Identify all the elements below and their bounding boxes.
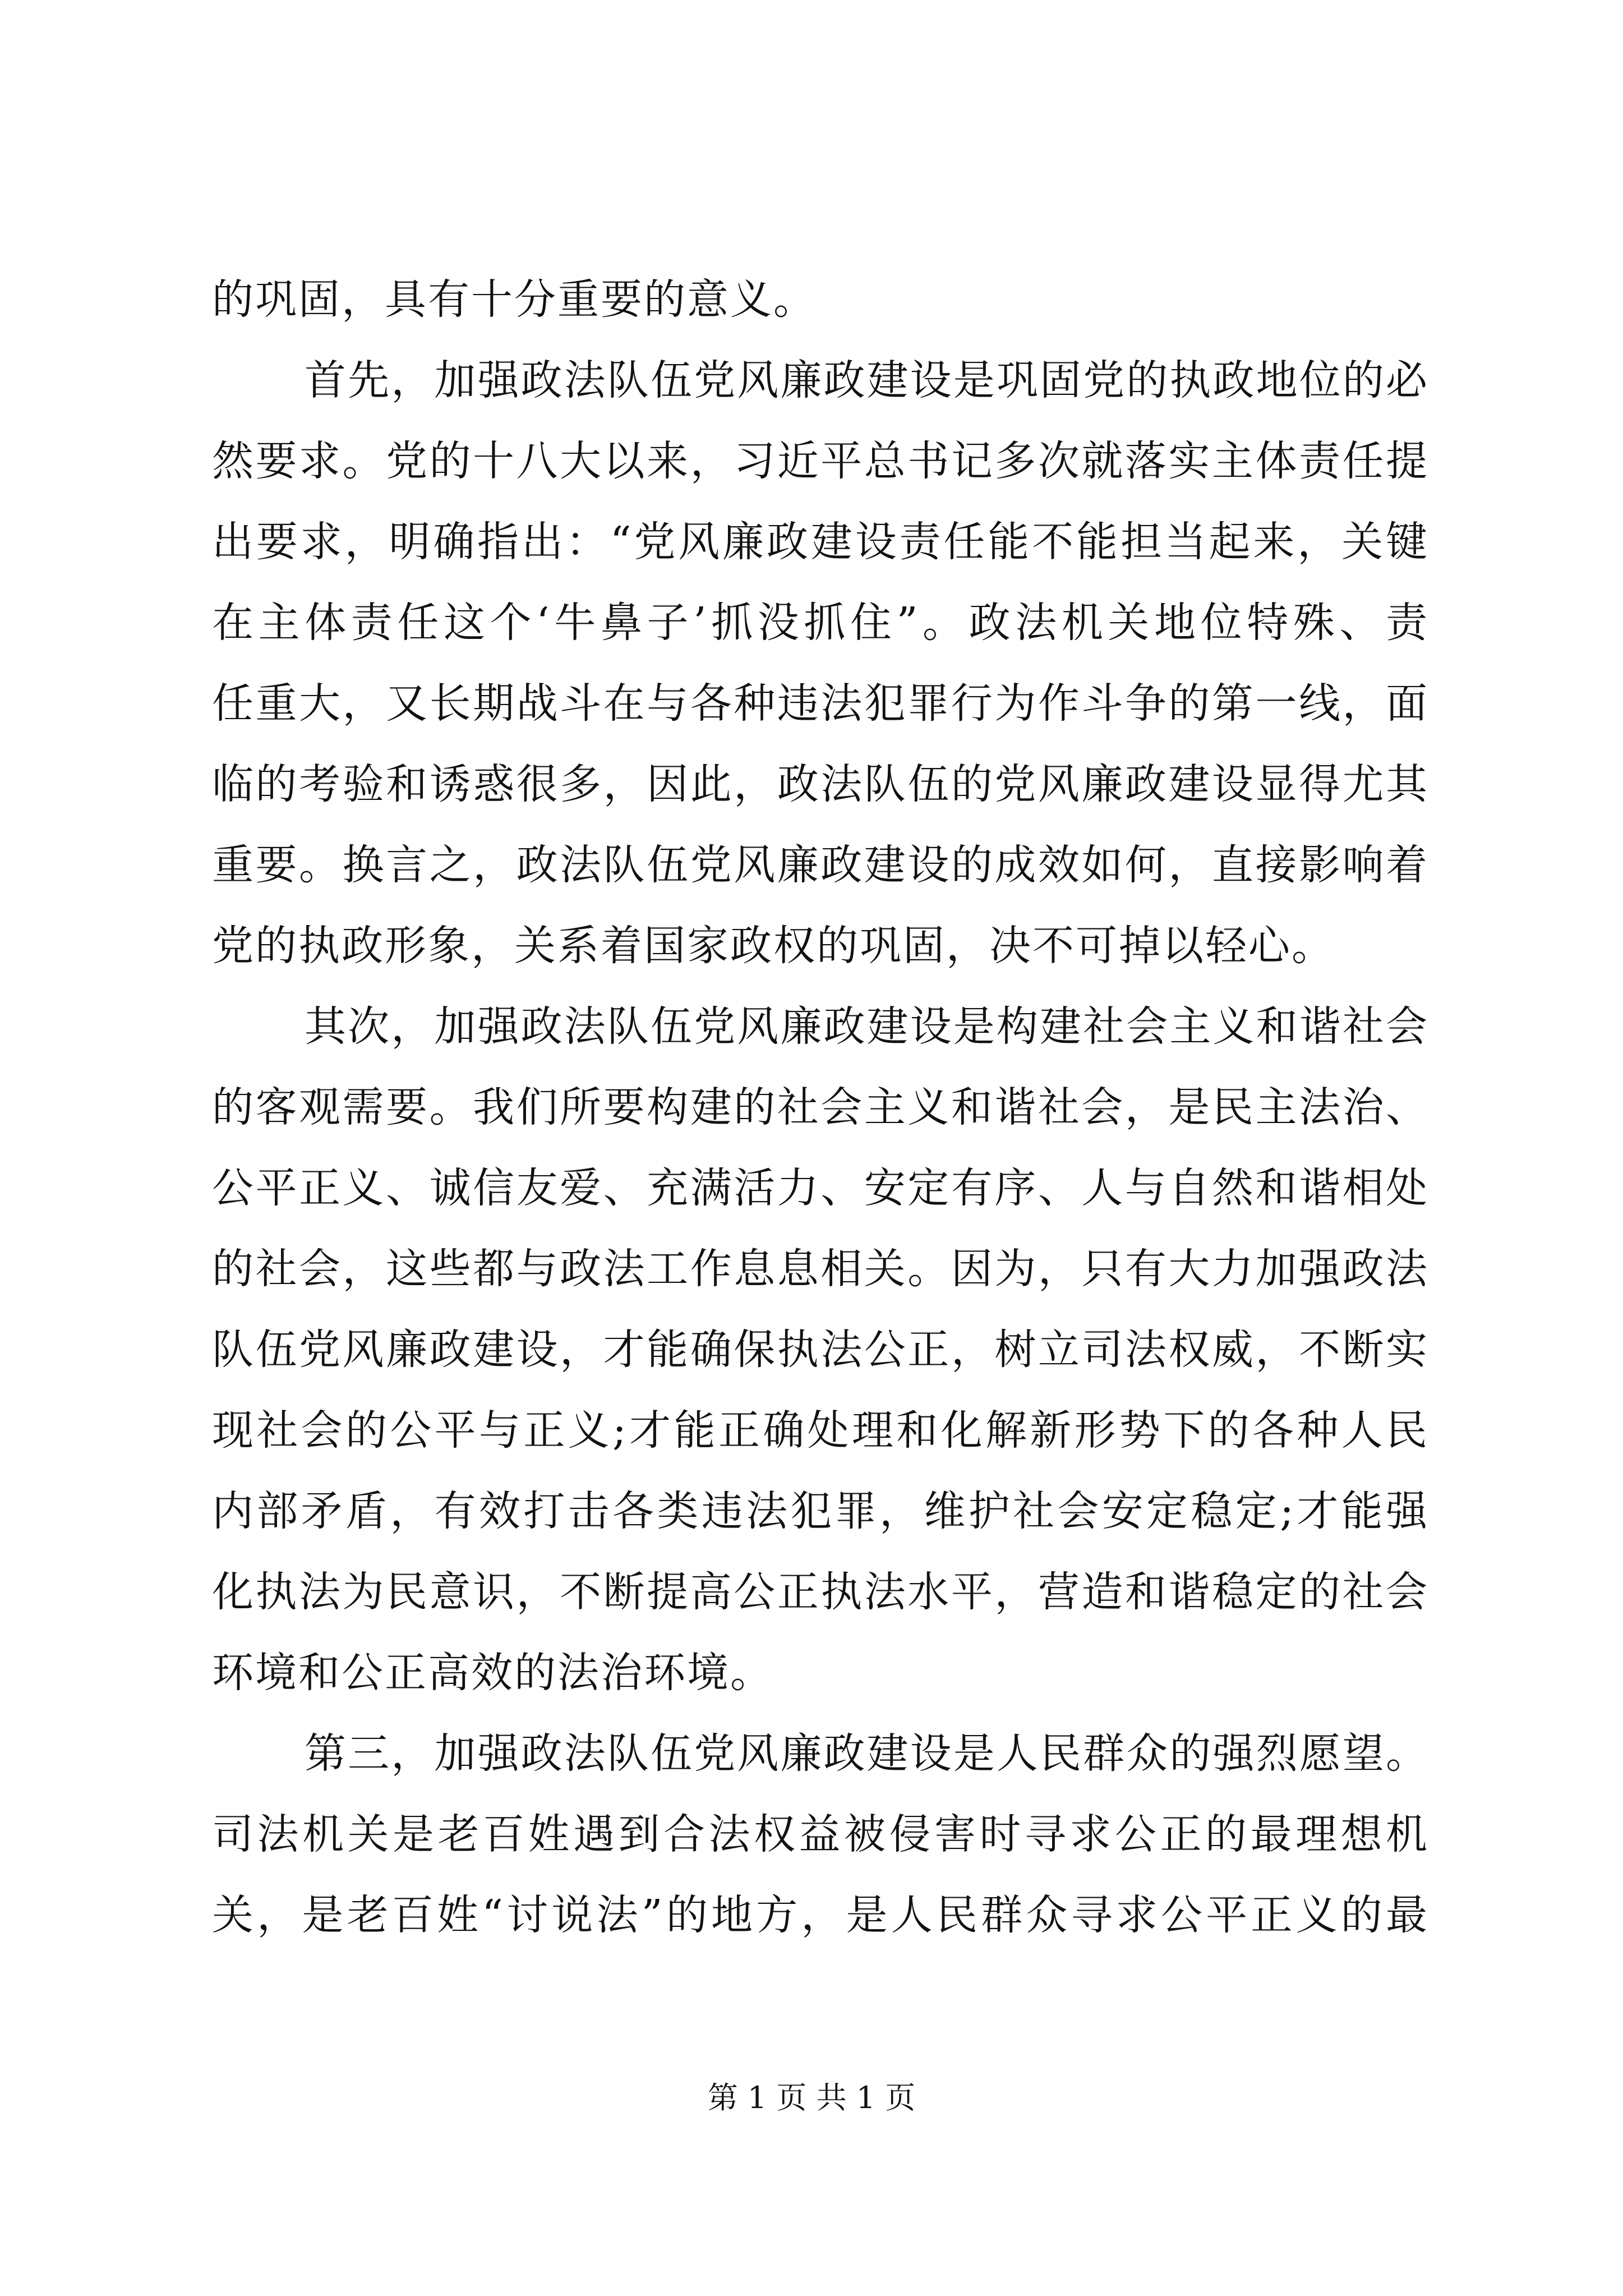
text-line: 的客观需要。我们所要构建的社会主义和谐社会，是民主法治、 [212, 1083, 1429, 1131]
text-line: 其次，加强政法队伍党风廉政建设是构建社会主义和谐社会 [305, 1002, 1429, 1051]
text-line: 第三，加强政法队伍党风廉政建设是人民群众的强烈愿望。 [305, 1729, 1429, 1778]
text-line: 公平正义、诚信友爱、充满活力、安定有序、人与自然和谐相处 [212, 1164, 1429, 1212]
text-line: 在主体责任这个‘牛鼻子’抓没抓住”。政法机关地位特殊、责 [212, 599, 1429, 647]
text-line: 内部矛盾，有效打击各类违法犯罪，维护社会安定稳定;才能强 [212, 1487, 1429, 1535]
body-text [212, 259, 1429, 1955]
text-line: 首先，加强政法队伍党风廉政建设是巩固党的执政地位的必 [305, 356, 1429, 404]
page-footer: 第 1 页 共 1 页 [707, 2080, 916, 2115]
text-line: 关，是老百姓“讨说法”的地方，是人民群众寻求公平正义的最 [212, 1891, 1429, 1939]
text-line: 队伍党风廉政建设，才能确保执法公正，树立司法权威，不断实 [212, 1326, 1429, 1374]
text-line: 出要求，明确指出：“党风廉政建设责任能不能担当起来，关键 [212, 518, 1429, 566]
text-line: 任重大，又长期战斗在与各种违法犯罪行为作斗争的第一线，面 [212, 679, 1429, 728]
text-line: 党的执政形象，关系着国家政权的巩固，决不可掉以轻心。 [212, 922, 1335, 970]
text-line: 的社会，这些都与政法工作息息相关。因为，只有大力加强政法 [212, 1245, 1429, 1293]
text-line: 环境和公正高效的法治环境。 [212, 1649, 773, 1697]
text-line: 化执法为民意识，不断提高公正执法水平，营造和谐稳定的社会 [212, 1568, 1429, 1616]
text-line: 司法机关是老百姓遇到合法权益被侵害时寻求公正的最理想机 [212, 1810, 1429, 1858]
text-line: 的巩固，具有十分重要的意义。 [212, 275, 817, 324]
text-line: 临的考验和诱惑很多，因此，政法队伍的党风廉政建设显得尤其 [212, 760, 1429, 808]
text-line: 重要。换言之，政法队伍党风廉政建设的成效如何，直接影响着 [212, 841, 1429, 889]
text-line: 然要求。党的十八大以来，习近平总书记多次就落实主体责任提 [212, 437, 1429, 485]
text-line: 现社会的公平与正义;才能正确处理和化解新形势下的各种人民 [212, 1406, 1429, 1455]
